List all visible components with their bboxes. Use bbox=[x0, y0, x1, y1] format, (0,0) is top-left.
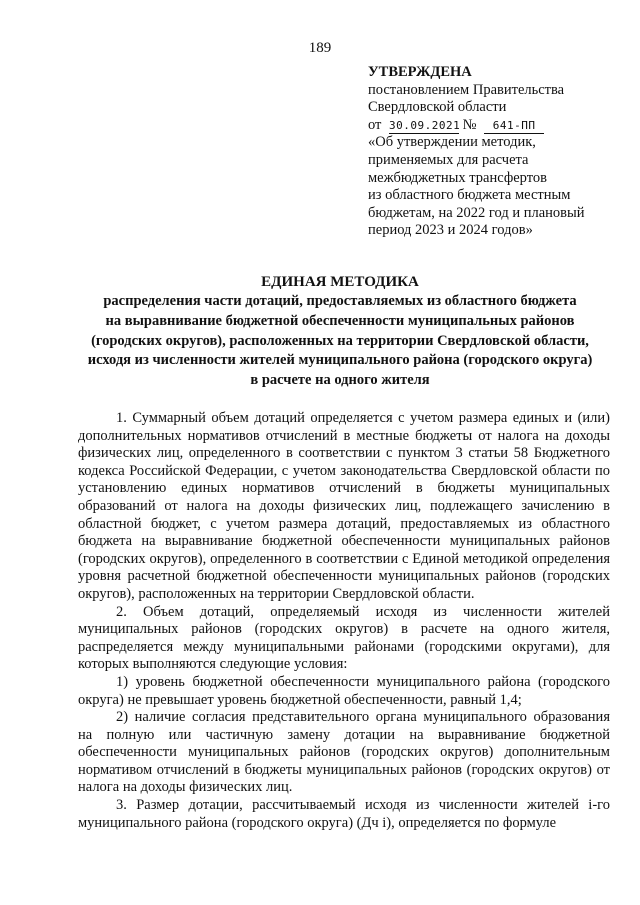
paragraph: 1. Суммарный объем дотаций определяется с учетом размера единых и (или) дополнительных нормативов отчислений в местные бюджеты от налога на доходы физических лиц, определенного в соответствии с пунктом 3 статьи 58 Бюджетного кодекса Российской Федерации, с учетом законодательства Свердловской области по установлению единых нормативов отчислений в бюджеты муниципальных образований от налога на доходы физических лиц, подлежащего зачислению в областной бюджет, с учетом размера дотаций, предоставляемых из областного бюджета на выравнивание бюджетной обеспеченности муниципальных районов (городских округов), определенного в соответствии с Единой методикой определения уровня расчетной бюджетной обеспеченности муниципальных районов (городских округов), расположенных на территории Свердловской области. bbox=[78, 410, 610, 602]
paragraph: 1) уровень бюджетной обеспеченности муниципального района (городского округа) не превышает уровень бюджетной обеспеченности, равный 1,4; bbox=[78, 673, 610, 708]
approval-line: постановлением Правительства bbox=[368, 81, 565, 98]
document-subtitle-line: исходя из численности жителей муниципального района (городского округа) bbox=[87, 352, 593, 369]
approval-subject-line: из областного бюджета местным bbox=[368, 187, 571, 204]
document-subtitle-line: распределения части дотаций, предоставляемых из областного бюджета bbox=[103, 293, 577, 309]
approval-subject-line: «Об утверждении методик, bbox=[368, 134, 536, 151]
document-title: ЕДИНАЯ МЕТОДИКА bbox=[261, 274, 419, 290]
paragraph: 2. Объем дотаций, определяемый исходя из численности жителей муниципальных районов (городских округов) в расчете на одного жителя, распределяется между муниципальными районами (городскими округами), для которых выполняются следующие условия: bbox=[78, 603, 610, 673]
document-heading bbox=[60, 272, 620, 391]
document-subtitle-line: на выравнивание бюджетной обеспеченности муниципальных районов bbox=[105, 312, 575, 329]
approval-block bbox=[368, 64, 618, 240]
paragraph: 3. Размер дотации, рассчитываемый исходя из численности жителей i-го муниципального района (городского округа) (Дч i), определяется по формуле bbox=[78, 797, 610, 831]
approval-subject-line: период 2023 и 2024 годов» bbox=[368, 222, 533, 239]
approval-line: Свердловской области bbox=[368, 99, 507, 116]
approval-subject-line: межбюджетных трансфертов bbox=[368, 169, 547, 186]
approval-title: УТВЕРЖДЕНА bbox=[368, 64, 472, 80]
page-number: 189 bbox=[308, 40, 332, 56]
approval-number: 641-ПП bbox=[484, 119, 544, 134]
document-subtitle-line: (городских округов), расположенных на территории Свердловской области, bbox=[91, 332, 589, 349]
approval-subject-line: бюджетам, на 2022 год и плановый bbox=[368, 204, 585, 221]
number-prefix: № bbox=[462, 116, 477, 133]
approval-subject-line: применяемых для расчета bbox=[368, 151, 529, 168]
approval-date-line bbox=[368, 117, 618, 135]
paragraph: 2) наличие согласия представительного органа муниципального образования на полную или частичную замену дотации на выравнивание бюджетной обеспеченности муниципальных районов (городских округов) дополнительным нормативом отчислений в бюджеты муниципальных районов (городских округов) от налога на доходы физических лиц. bbox=[78, 709, 610, 796]
approval-date: 30.09.2021 bbox=[389, 118, 461, 132]
date-prefix: от bbox=[368, 116, 382, 133]
document-body bbox=[78, 410, 610, 832]
document-subtitle-line: в расчете на одного жителя bbox=[250, 372, 430, 389]
